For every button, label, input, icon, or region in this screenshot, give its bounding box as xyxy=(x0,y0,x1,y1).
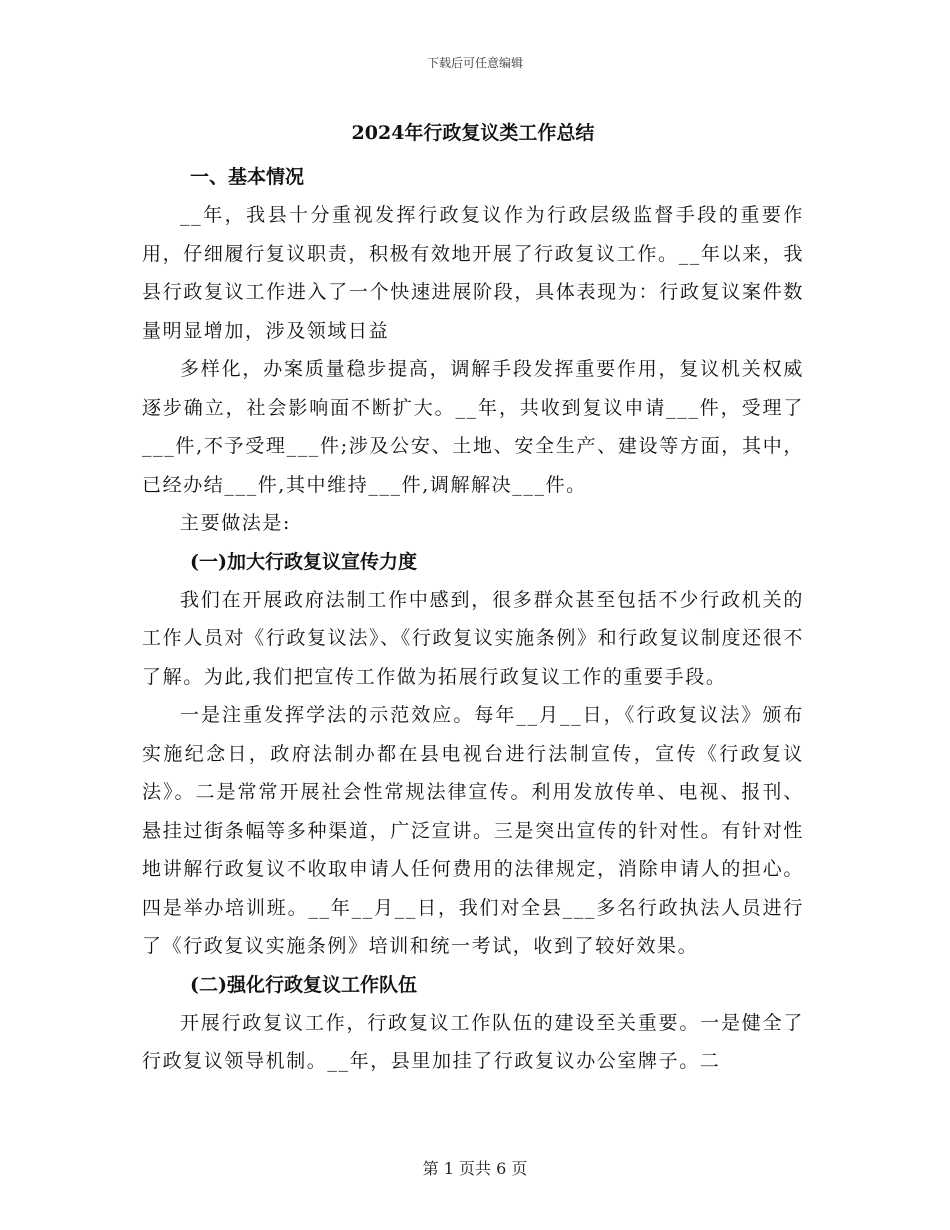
paragraph-2: 多样化，办案质量稳步提高，调解手段发挥重要作用，复议机关权威逐步确立，社会影响面不断扩大。__年，共收到复议申请___件，受理了___件,不予受理___件;涉及公安、土地、安全生产、建设等方面，其中，已经办结___件,其中维持___件,调解解决___件。 xyxy=(142,358,804,496)
document-title: 2024年行政复议类工作总结 xyxy=(351,122,595,144)
header-note: 下载后可任意编辑 xyxy=(426,56,523,70)
page-footer: 第 1 页共 6 页 xyxy=(422,1159,528,1178)
paragraph-4: 我们在开展政府法制工作中感到，很多群众甚至包括不少行政机关的工作人员对《行政复议法》、《行政复议实施条例》和行政复议制度还很不了解。为此,我们把宣传工作做为拓展行政复议工作的重要手段。 xyxy=(142,588,804,688)
paragraph-5: 一是注重发挥学法的示范效应。每年__月__日，《行政复议法》颁布实施纪念日，政府法制办都在县电视台进行法制宣传，宣传《行政复议法》。二是常常开展社会性常规法律宣传。利用发放传单、电视、报刊、悬挂过街条幅等多种渠道，广泛宣讲。三是突出宣传的针对性。有针对性地讲解行政复议不收取申请人任何费用的法律规定，消除申请人的担心。四是举办培训班。__年__月__日，我们对全县___多名行政执法人员进行了《行政复议实施条例》培训和统一考试，收到了较好效果。 xyxy=(142,704,804,957)
subheading-publicity: (一)加大行政复议宣传力度 xyxy=(190,550,417,573)
section-heading-basic-situation: 一、基本情况 xyxy=(190,166,305,188)
paragraph-6: 开展行政复议工作，行政复议工作队伍的建设至关重要。一是健全了行政复议领导机制。__年，县里加挂了行政复议办公室牌子。二 xyxy=(142,1011,804,1072)
subheading-team: (二)强化行政复议工作队伍 xyxy=(190,973,417,996)
document-body xyxy=(142,108,804,1081)
paragraph-3: 主要做法是: xyxy=(180,512,292,534)
paragraph-1: __年，我县十分重视发挥行政复议作为行政层级监督手段的重要作用，仔细履行复议职责，积极有效地开展了行政复议工作。__年以来，我县行政复议工作进入了一个快速进展阶段，具体表现为：行政复议案件数量明显增加，涉及领域日益 xyxy=(142,204,804,342)
